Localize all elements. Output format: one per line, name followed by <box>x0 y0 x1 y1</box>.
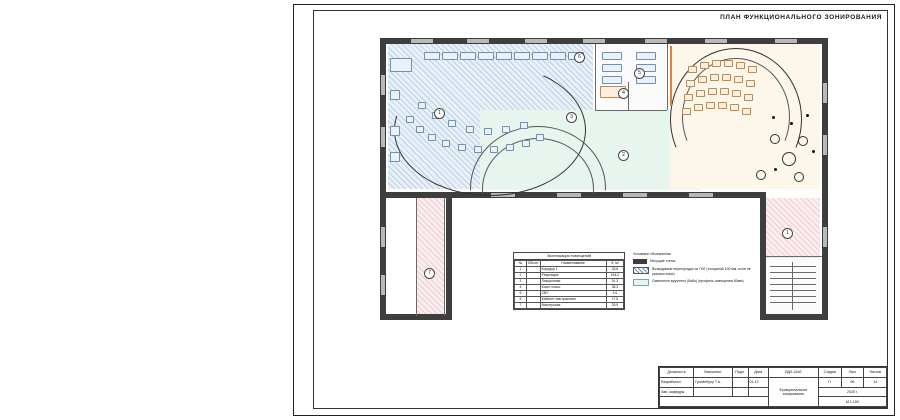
ceiling-fixture <box>794 172 804 182</box>
stamp-year: 2025 г. <box>818 387 886 397</box>
stamp-name: Гусейнбулу Т.А. <box>694 377 733 387</box>
window-pier <box>410 38 434 44</box>
furniture-seat <box>466 126 474 133</box>
furniture-seat <box>736 62 745 69</box>
legend-item <box>633 279 753 286</box>
room-marker: 3 <box>566 112 577 123</box>
stamp-header-row <box>660 368 887 378</box>
cell-number: 2 <box>515 272 527 278</box>
stamp-date <box>748 387 768 397</box>
col-number: № <box>515 261 527 267</box>
furniture-table <box>424 52 440 60</box>
furniture-seat <box>698 76 707 83</box>
stamp-stage: П <box>818 377 841 387</box>
room-marker: 7 <box>424 268 435 279</box>
legend-swatch-partition <box>633 267 649 274</box>
legend-title: Условные обозначения <box>633 252 671 256</box>
room-marker: 5 <box>634 68 645 79</box>
stamp-sign <box>732 387 748 397</box>
partition-line <box>667 44 668 110</box>
stamp-col-name: Выполнил <box>694 368 733 378</box>
partition-line <box>595 110 667 111</box>
furniture-seat <box>730 104 739 111</box>
cell-name: СВУ <box>540 290 606 296</box>
stair-tread <box>770 284 816 285</box>
furniture-seat <box>746 80 755 87</box>
legend-label: Освоенное врученно (бабо) (профиль освещения 80мм) <box>652 279 744 284</box>
cell-area: 33.6 <box>606 266 623 272</box>
room-marker: 1 <box>782 228 793 239</box>
cell-area: 25.9 <box>606 302 623 308</box>
furniture-seat <box>448 120 456 127</box>
ceiling-light <box>806 114 809 117</box>
furniture-seat <box>742 108 751 115</box>
stair-tread <box>770 278 816 279</box>
furniture-table <box>602 64 622 72</box>
furniture-seat <box>502 126 510 133</box>
accent-wall <box>670 46 672 106</box>
window-pier <box>380 274 386 296</box>
stamp-role: Зав. кафедры <box>660 387 694 397</box>
ceiling-light <box>772 116 775 119</box>
legend-item <box>633 267 753 276</box>
stamp-sheet: 06 <box>841 377 864 387</box>
wall-inner-vert-left <box>446 192 452 320</box>
col-area: S, м² <box>606 261 623 267</box>
furniture-table <box>602 52 622 60</box>
partition-line <box>766 256 822 257</box>
col-name: Наименование <box>540 261 606 267</box>
stair-tread <box>770 296 816 297</box>
furniture-seat <box>474 146 482 153</box>
ceiling-light <box>774 168 777 171</box>
legend <box>633 252 753 289</box>
cell-number: 7 <box>515 302 527 308</box>
window-pier <box>704 38 728 44</box>
furniture-seat <box>442 140 450 147</box>
window-pier <box>774 38 798 44</box>
stair-tread <box>770 290 816 291</box>
ceiling-fixture <box>756 170 766 180</box>
furniture-seat <box>458 144 466 151</box>
window-pier <box>644 38 668 44</box>
window-pier <box>688 192 714 198</box>
col-oboz: Обозн. <box>527 261 539 265</box>
furniture-table <box>442 52 458 60</box>
wall-left <box>380 38 386 198</box>
page-title: ПЛАН ФУНКЦИОНАЛЬНОГО ЗОНИРОВАНИЯ <box>720 14 882 21</box>
furniture-seat <box>744 94 753 101</box>
cell-name: Мастерская <box>540 302 606 308</box>
stamp-row <box>660 377 887 387</box>
cell-name: Комп. класс <box>540 284 606 290</box>
wall-bottom-right <box>760 314 828 320</box>
cell-number: 3 <box>515 278 527 284</box>
window-pier <box>380 74 386 96</box>
room-fill-corridor <box>416 198 444 316</box>
furniture-seat <box>428 134 436 141</box>
cell-number: 4 <box>515 284 527 290</box>
stamp-col-date: Дата <box>748 368 768 378</box>
furniture-seat <box>688 66 697 73</box>
stamp-col-sign: Подп. <box>732 368 748 378</box>
ceiling-fixture <box>770 134 780 144</box>
legend-label: Возводимые перегородки из ГКЛ (толщиной 100 мм, если не указано иное) <box>652 267 751 276</box>
furniture-seat <box>724 60 733 67</box>
explication-caption: Экспликация помещений <box>514 253 624 260</box>
window-pier <box>822 226 828 248</box>
furniture-seat <box>484 128 492 135</box>
partition-line <box>595 44 596 110</box>
window-pier <box>466 38 490 44</box>
stamp-blank <box>660 397 769 407</box>
furniture-seat <box>722 74 731 81</box>
furniture-seat <box>418 102 426 109</box>
stamp-sheet-name: Функциональное зонирование <box>768 377 818 406</box>
furniture-seat <box>536 134 544 141</box>
furniture-table <box>496 52 512 60</box>
cell-number: 1 <box>515 266 527 272</box>
furniture-seat <box>712 60 721 67</box>
stair-tread <box>770 302 816 303</box>
furniture-seat <box>390 152 400 162</box>
furniture-seat <box>706 102 715 109</box>
partition-line <box>416 198 417 316</box>
furniture-seat <box>390 90 400 100</box>
window-pier <box>582 38 606 44</box>
cell-area: 38.3 <box>606 284 623 290</box>
furniture-seat <box>682 108 691 115</box>
legend-item <box>633 259 753 264</box>
stamp-col-role: Должность <box>660 368 694 378</box>
cell-oboz <box>526 302 540 308</box>
ceiling-light <box>812 150 815 153</box>
furniture-seat <box>708 88 717 95</box>
furniture-table <box>636 52 656 60</box>
stamp-scale: М 1:100 <box>818 397 886 407</box>
explication-table <box>513 252 625 310</box>
room-marker: 2 <box>618 150 629 161</box>
room-marker: 6 <box>574 52 585 63</box>
furniture-seat <box>686 80 695 87</box>
furniture-table <box>514 52 530 60</box>
stamp-sign <box>732 377 748 387</box>
ceiling-light <box>790 122 793 125</box>
furniture-table <box>478 52 494 60</box>
stamp-role: Разработал <box>660 377 694 387</box>
title-block <box>658 366 888 408</box>
furniture-seat <box>390 126 400 136</box>
partition-line <box>444 198 445 316</box>
furniture-sofa <box>390 58 412 72</box>
stamp-shifr: ВДЗ-12об <box>768 368 818 378</box>
cell-area: 17.5 <box>606 296 623 302</box>
table-row <box>515 302 624 308</box>
room-marker: 4 <box>618 88 629 99</box>
stair-tread <box>770 272 816 273</box>
window-pier <box>622 192 648 198</box>
furniture-seat <box>748 66 757 73</box>
wall-left-lower <box>380 192 386 320</box>
furniture-table <box>532 52 548 60</box>
stamp-col-stage: Стадия <box>818 368 841 378</box>
furniture-seat <box>718 102 727 109</box>
furniture-seat <box>720 88 729 95</box>
window-pier <box>524 38 548 44</box>
furniture-seat <box>732 90 741 97</box>
furniture-seat <box>520 122 528 129</box>
cell-area: 3.6 <box>606 290 623 296</box>
furniture-table <box>602 76 622 84</box>
furniture-seat <box>406 116 414 123</box>
cell-area: 91.3 <box>606 278 623 284</box>
furniture-seat <box>522 140 530 147</box>
cell-number: 6 <box>515 296 527 302</box>
furniture-seat <box>416 126 424 133</box>
furniture-seat <box>694 104 703 111</box>
ceiling-fixture <box>782 152 796 166</box>
stamp-date: 01.12 <box>748 377 768 387</box>
furniture-seat <box>710 74 719 81</box>
cell-number: 5 <box>515 290 527 296</box>
stamp-col-sheets: Листов <box>864 368 887 378</box>
window-pier <box>822 82 828 104</box>
ceiling-fixture <box>798 136 808 146</box>
window-pier <box>822 134 828 156</box>
stamp-sheets: 14 <box>864 377 887 387</box>
furniture-seat <box>700 62 709 69</box>
cell-area: 154.2 <box>606 272 623 278</box>
cell-name: Рекреация <box>540 272 606 278</box>
cell-name: Коридор 1 <box>540 266 606 272</box>
furniture-seat <box>684 94 693 101</box>
window-pier <box>380 126 386 148</box>
legend-label: Несущие стены <box>650 259 676 263</box>
stair-tread <box>770 266 816 267</box>
cell-name: Лекционная <box>540 278 606 284</box>
window-pier <box>380 226 386 248</box>
arc-hall-outer <box>470 126 606 250</box>
legend-swatch-bearing-wall <box>633 259 647 264</box>
legend-swatch-lighting <box>633 279 649 286</box>
room-marker: 1 <box>434 108 445 119</box>
furniture-seat <box>734 76 743 83</box>
stamp-name <box>694 387 733 397</box>
stamp-col-sheet: Лист <box>841 368 864 378</box>
stair-rail <box>792 262 793 310</box>
furniture-seat <box>506 144 514 151</box>
furniture-table <box>460 52 476 60</box>
furniture-seat <box>490 146 498 153</box>
furniture-table <box>550 52 566 60</box>
furniture-seat <box>696 90 705 97</box>
cell-name: Кабинет зав.практики <box>540 296 606 302</box>
wall-right <box>822 38 828 320</box>
